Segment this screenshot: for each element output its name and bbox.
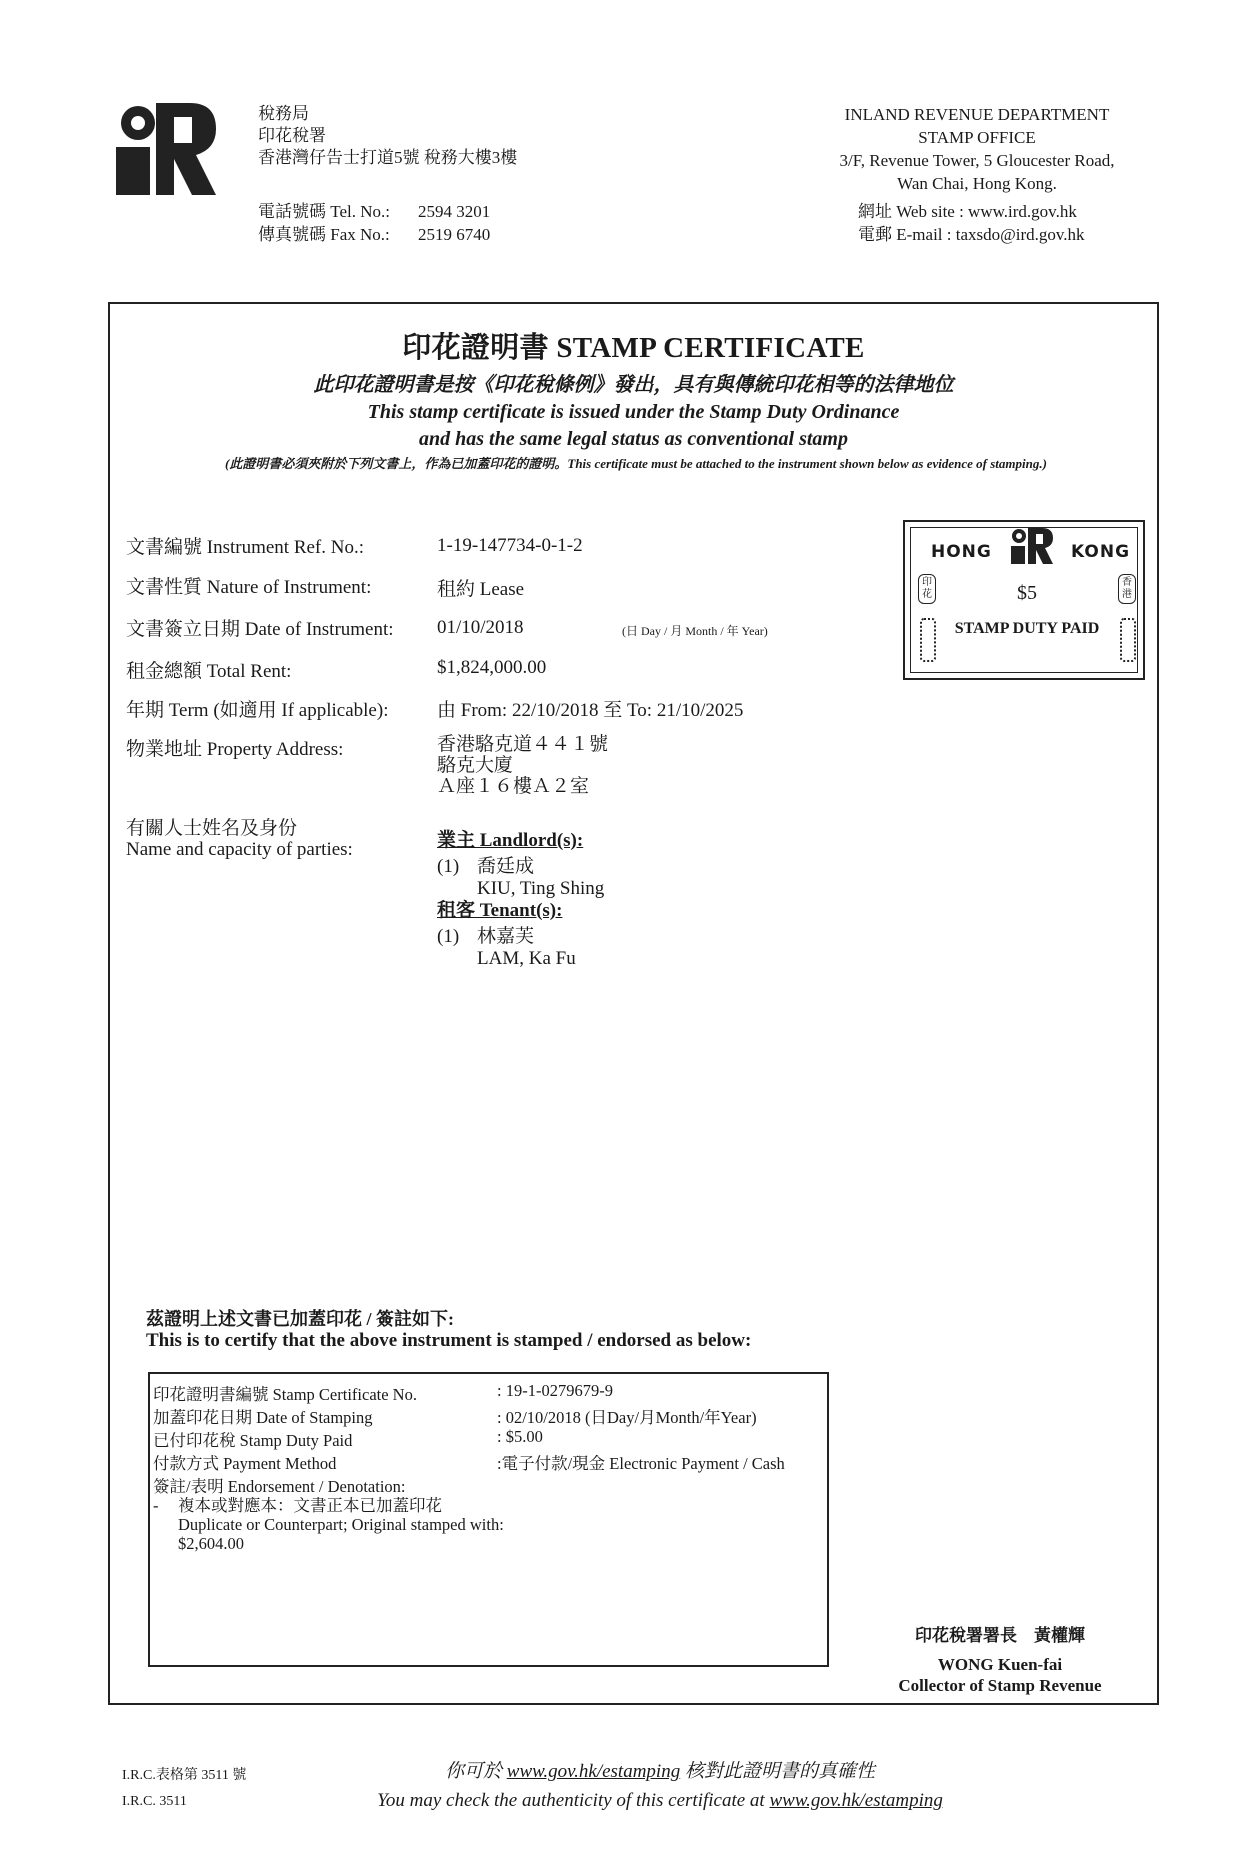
term-label: 年期 Term (如適用 If applicable): xyxy=(126,700,389,721)
header-contact xyxy=(258,200,490,246)
header-zh-line: 印花稅署 xyxy=(258,126,326,145)
signature-name: WONG Kuen-fai xyxy=(937,1655,1063,1674)
signature-zh: 印花稅署署長 黃權輝 xyxy=(915,1626,1085,1645)
header-zh-line: 稅務局 xyxy=(258,104,309,123)
certify-heading-zh: 茲證明上述文書已加蓋印花 / 簽註如下: xyxy=(146,1309,454,1329)
header-en-line: STAMP OFFICE xyxy=(918,128,1036,147)
nature-label: 文書性質 Nature of Instrument: xyxy=(126,577,372,598)
stamping-date-label: 加蓋印花日期 Date of Stamping xyxy=(153,1408,373,1427)
ref-label: 文書編號 Instrument Ref. No.: xyxy=(126,537,365,558)
parties-list xyxy=(437,830,604,970)
landlord-heading: 業主 Landlord(s): xyxy=(437,830,584,851)
stamp-cert-no-value: : 19-1-0279679-9 xyxy=(497,1381,613,1400)
header-en-line: 3/F, Revenue Tower, 5 Gloucester Road, xyxy=(839,151,1115,170)
endorsement-zh: 複本或對應本：文書正本已加蓋印花 xyxy=(178,1496,442,1515)
ref-value: 1-19-147734-0-1-2 xyxy=(437,535,583,556)
certify-heading-en: This is to certify that the above instrument is stamped / endorsed as below: xyxy=(146,1330,752,1351)
rent-value: $1,824,000.00 xyxy=(437,657,547,678)
parties-label xyxy=(126,818,353,860)
website: 網址 Web site : www.ird.gov.hk xyxy=(858,202,1077,221)
endorsement-label: 簽註/表明 Endorsement / Denotation: xyxy=(153,1477,406,1496)
stamp-left-chain-icon xyxy=(920,618,936,662)
form-number xyxy=(122,1763,246,1815)
address-line: 駱克大廈 xyxy=(437,755,514,776)
form-number-zh: I.R.C.表格第 3511 號 xyxy=(122,1768,247,1783)
tenant-number: (1) xyxy=(437,926,460,947)
tenant-name-zh: 林嘉芙 xyxy=(477,926,535,947)
stamp-inner-border xyxy=(910,527,1138,673)
stamp-ird-logo xyxy=(1009,528,1053,564)
duty-paid-label: 已付印花稅 Stamp Duty Paid xyxy=(153,1431,353,1450)
certificate-subtitle xyxy=(108,372,1159,453)
date-format-hint: (日 Day / 月 Month / 年 Year) xyxy=(622,624,768,638)
check-zh-pre: 你可於 xyxy=(445,1761,503,1782)
date-value: 01/10/2018 xyxy=(437,617,524,638)
header-en-line: INLAND REVENUE DEPARTMENT xyxy=(844,105,1110,124)
duty-paid-value: : $5.00 xyxy=(497,1427,543,1446)
check-en-pre: You may check the authenticity of this certificate at xyxy=(377,1790,765,1811)
stamp-cert-no-label: 印花證明書編號 Stamp Certificate No. xyxy=(153,1385,417,1404)
subtitle-en-1: This stamp certificate is issued under the Stamp Duty Ordinance xyxy=(367,401,900,423)
stamp-left-ornament xyxy=(917,574,937,664)
stamp-right-chain-icon xyxy=(1120,618,1136,662)
form-number-en: I.R.C. 3511 xyxy=(122,1794,187,1809)
fax-value: 2519 6740 xyxy=(418,225,491,244)
endorsement-dash: - xyxy=(153,1496,159,1515)
header-en-address xyxy=(812,103,1142,195)
endorsement-amount: $2,604.00 xyxy=(178,1534,244,1553)
fax-label: 傳真號碼 Fax No.: xyxy=(258,225,390,244)
stamp-kong: KONG xyxy=(1071,542,1131,562)
address-label: 物業地址 Property Address: xyxy=(126,739,344,760)
stamp-hong: HONG xyxy=(931,542,992,562)
landlord-name-zh: 喬廷成 xyxy=(477,856,535,877)
stamping-date-value: : 02/10/2018 (日Day/月Month/年Year) xyxy=(497,1408,757,1427)
stamp-duty-paid-stamp xyxy=(903,520,1145,680)
ird-logo xyxy=(112,103,216,195)
address-line: Ａ座１６樓Ａ２室 xyxy=(437,776,590,797)
stamp-right-ornament xyxy=(1117,574,1137,664)
endorsement-en: Duplicate or Counterpart; Original stamped with: xyxy=(178,1515,504,1534)
check-zh-post: 核對此證明書的真確性 xyxy=(684,1761,875,1782)
stamp-right-tag: 香港 xyxy=(1118,574,1136,604)
property-address xyxy=(437,734,608,797)
date-label: 文書簽立日期 Date of Instrument: xyxy=(126,619,394,640)
tel-value: 2594 3201 xyxy=(418,202,491,221)
stamp-paid-text: STAMP DUTY PAID xyxy=(954,620,1100,637)
stamp-left-tag: 印花 xyxy=(918,574,936,604)
tenant-name-en: LAM, Ka Fu xyxy=(477,948,576,969)
landlord-number: (1) xyxy=(437,856,460,877)
header-web-contact xyxy=(858,200,1085,246)
parties-label-en: Name and capacity of parties: xyxy=(126,839,353,860)
term-value: 由 From: 22/10/2018 至 To: 21/10/2025 xyxy=(437,700,744,721)
collector-signature xyxy=(880,1625,1120,1696)
endorsement-text xyxy=(178,1496,504,1553)
header-zh-line: 香港灣仔告士打道5號 稅務大樓3樓 xyxy=(258,148,518,167)
verification-note xyxy=(280,1757,1040,1815)
certificate-title: 印花證明書 STAMP CERTIFICATE xyxy=(402,332,865,364)
address-line: 香港駱克道４４１號 xyxy=(437,734,609,755)
tenant-heading: 租客 Tenant(s): xyxy=(437,900,563,921)
header-zh-address xyxy=(258,103,517,169)
subtitle-zh: 此印花證明書是按《印花稅條例》發出，具有與傳統印花相等的法律地位 xyxy=(313,374,954,396)
rent-label: 租金總額 Total Rent: xyxy=(126,661,292,682)
estamping-link-zh[interactable]: www.gov.hk/estamping xyxy=(506,1761,681,1782)
subtitle-en-2: and has the same legal status as conventional stamp xyxy=(419,428,848,450)
stamp-value: $5 xyxy=(1017,582,1037,604)
nature-value: 租約 Lease xyxy=(437,579,525,600)
header-en-line: Wan Chai, Hong Kong. xyxy=(897,174,1057,193)
parties-label-zh: 有關人士姓名及身份 xyxy=(126,818,298,839)
payment-method-value: :電子付款/現金 Electronic Payment / Cash xyxy=(497,1454,785,1473)
payment-method-label: 付款方式 Payment Method xyxy=(153,1454,337,1473)
certificate-note: (此證明書必須夾附於下列文書上，作為已加蓋印花的證明。This certificate must be attached to the instrument shown below as evidence of stamping.) xyxy=(225,456,1047,471)
email: 電郵 E-mail : taxsdo@ird.gov.hk xyxy=(858,225,1085,244)
tel-label: 電話號碼 Tel. No.: xyxy=(258,202,390,221)
landlord-name-en: KIU, Ting Shing xyxy=(477,878,605,899)
estamping-link-en[interactable]: www.gov.hk/estamping xyxy=(769,1790,943,1811)
signature-title: Collector of Stamp Revenue xyxy=(898,1676,1102,1695)
